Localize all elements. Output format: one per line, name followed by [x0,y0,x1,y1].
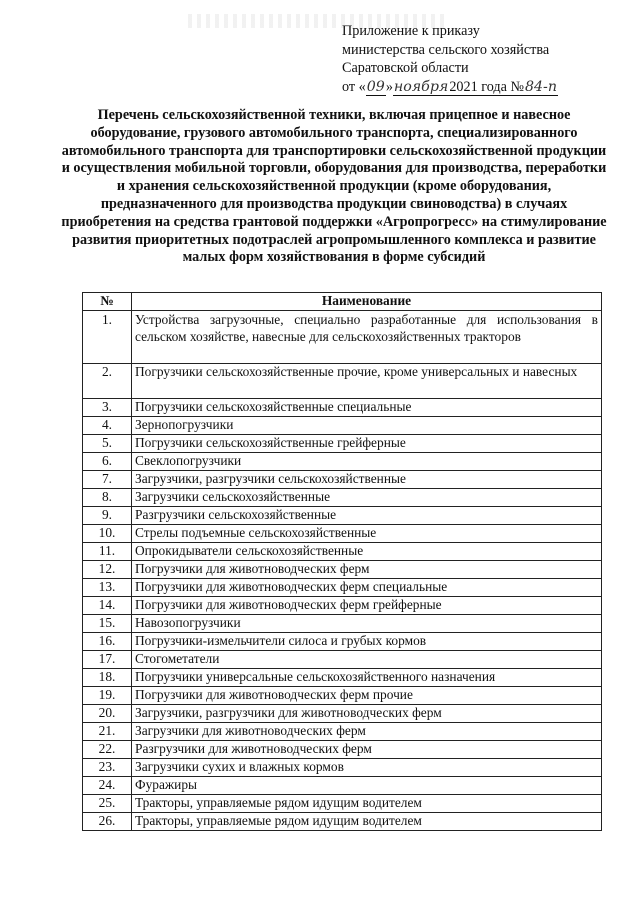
row-number: 21. [83,723,132,741]
row-name: Погрузчики-измельчители силоса и грубых кормов [132,633,602,651]
date-year: 2021 года № [449,78,524,95]
row-name: Тракторы, управляемые рядом идущим водителем [132,813,602,831]
row-number: 24. [83,777,132,795]
table-row [83,561,602,579]
row-name: Загрузчики, разгрузчики сельскохозяйственные [132,471,602,489]
row-name: Загрузчики сухих и влажных кормов [132,759,602,777]
row-name: Загрузчики сельскохозяйственные [132,489,602,507]
row-number: 4. [83,417,132,435]
table-row [83,741,602,759]
row-name: Погрузчики сельскохозяйственные прочие, кроме универсальных и навесных [132,364,602,399]
table-row [83,579,602,597]
row-number: 9. [83,507,132,525]
row-number: 18. [83,669,132,687]
row-number: 17. [83,651,132,669]
table-row [83,507,602,525]
table-header-row [83,293,602,311]
table-row [83,435,602,453]
table-row [83,705,602,723]
table-row [83,543,602,561]
row-number: 16. [83,633,132,651]
row-number: 23. [83,759,132,777]
row-number: 15. [83,615,132,633]
header-line-2: министерства сельского хозяйства [342,41,550,58]
row-number: 7. [83,471,132,489]
row-name: Стрелы подъемные сельскохозяйственные [132,525,602,543]
table-row [83,525,602,543]
handwritten-month: ноября [393,78,449,95]
row-number: 6. [83,453,132,471]
row-number: 8. [83,489,132,507]
table-row [83,633,602,651]
row-number: 3. [83,399,132,417]
row-number: 14. [83,597,132,615]
row-name: Навозопогрузчики [132,615,602,633]
row-number: 10. [83,525,132,543]
row-number: 13. [83,579,132,597]
row-name: Погрузчики для животноводческих ферм грейферные [132,597,602,615]
row-name: Устройства загрузочные, специально разработанные для использования в сельском хозяйстве, навесные для сельскохозяйственных тракторов [132,311,602,364]
row-name: Разгрузчики для животноводческих ферм [132,741,602,759]
header-line-1: Приложение к приказу [342,23,480,39]
table-row [83,453,602,471]
table-row [83,813,602,831]
row-name: Загрузчики для животноводческих ферм [132,723,602,741]
row-name: Загрузчики, разгрузчики для животноводческих ферм [132,705,602,723]
date-mid: » [385,78,393,95]
table-row [83,489,602,507]
equipment-table [82,292,602,831]
row-number: 5. [83,435,132,453]
row-number: 22. [83,741,132,759]
column-header-number: № [83,293,132,311]
row-number: 20. [83,705,132,723]
table-body [83,311,602,831]
table-row [83,615,602,633]
row-name: Погрузчики для животноводческих ферм [132,561,602,579]
table-row [83,311,602,364]
row-number: 25. [83,795,132,813]
table-row [83,759,602,777]
row-name: Свеклопогрузчики [132,453,602,471]
table-row [83,687,602,705]
table-row [83,399,602,417]
row-name: Зернопогрузчики [132,417,602,435]
row-number: 11. [83,543,132,561]
row-number: 19. [83,687,132,705]
row-number: 2. [83,364,132,399]
order-date-line [342,78,622,97]
row-name: Погрузчики для животноводческих ферм прочие [132,687,602,705]
row-name: Стогометатели [132,651,602,669]
column-header-name: Наименование [132,293,602,311]
table-row [83,777,602,795]
row-number: 26. [83,813,132,831]
table-row [83,364,602,399]
row-name: Погрузчики сельскохозяйственные специальные [132,399,602,417]
header-line-3: Саратовской области [342,60,469,76]
approval-header [342,22,622,96]
row-number: 12. [83,561,132,579]
table-row [83,651,602,669]
table-row [83,471,602,489]
table-row [83,417,602,435]
table-row [83,723,602,741]
handwritten-order-number: 84-п [525,78,557,95]
row-name: Погрузчики для животноводческих ферм специальные [132,579,602,597]
table-row [83,669,602,687]
row-name: Опрокидыватели сельскохозяйственные [132,543,602,561]
row-number: 1. [83,311,132,364]
row-name: Погрузчики сельскохозяйственные грейферные [132,435,602,453]
table-row [83,795,602,813]
handwritten-day: 09 [366,78,385,95]
row-name: Фуражиры [132,777,602,795]
date-prefix: от « [342,78,366,95]
row-name: Разгрузчики сельскохозяйственные [132,507,602,525]
row-name: Тракторы, управляемые рядом идущим водителем [132,795,602,813]
row-name: Погрузчики универсальные сельскохозяйственного назначения [132,669,602,687]
document-title: Перечень сельскохозяйственной техники, включая прицепное и навесное оборудование, грузового автомобильного транспорта, специализированного автомобильного транспорта для транспортировки сельскохозяйственной продукции и осуществления мобильной торговли, оборудования для производства, переработки и хранения сельскохозяйственной продукции (кроме оборудования, предназначенного для производства продукции свиноводства) в случаях приобретения на средства грантовой поддержки «Агропрогресс» на стимулирование развития приоритетных подотраслей агропромышленного комплекса и развитие малых форм хозяйствования в форме субсидий [61,107,607,266]
table-row [83,597,602,615]
